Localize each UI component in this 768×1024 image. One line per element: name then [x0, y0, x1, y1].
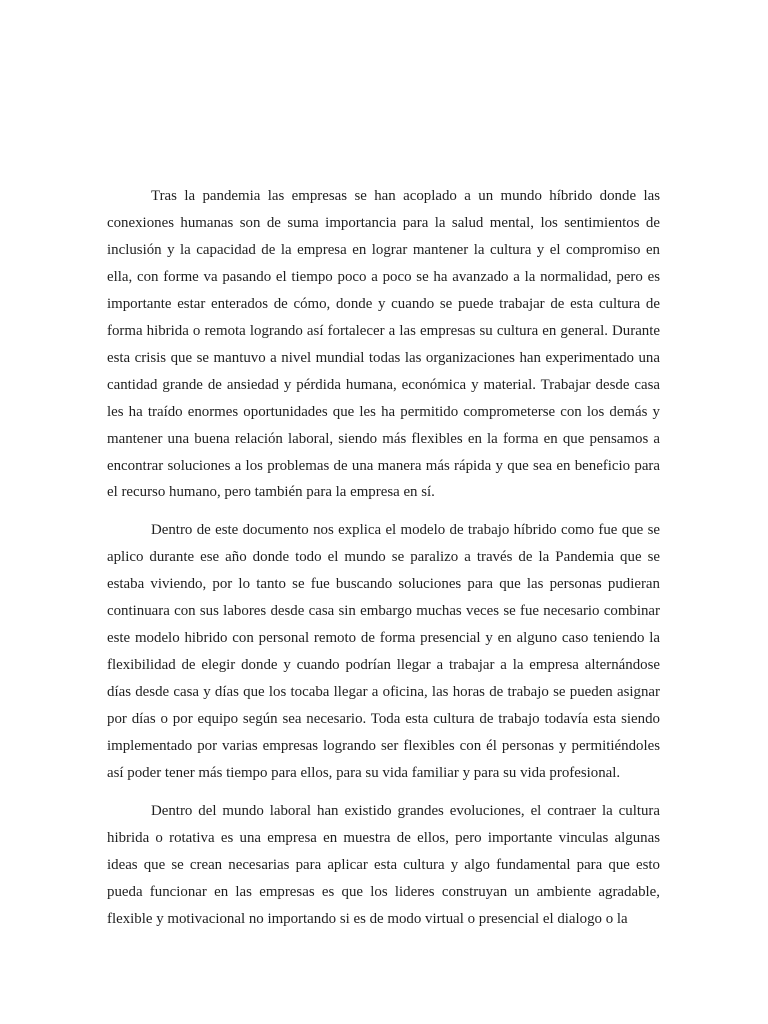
paragraph-1: Tras la pandemia las empresas se han acoplado a un mundo híbrido donde las conexiones humanas son de suma importancia para la salud mental, los sentimientos de inclusión y la capacidad de la empresa en lograr mantener la cultura y el compromiso en ella, con forme va pasando el tiempo poco a poco se ha avanzado a la normalidad, pero es importante estar enterados de cómo, donde y cuando se puede trabajar de esta cultura de forma hibrida o remota logrando así fortalecer a las empresas su cultura en general. Durante esta crisis que se mantuvo a nivel mundial todas las organizaciones han experimentado una cantidad grande de ansiedad y pérdida humana, económica y material. Trabajar desde casa les ha traído enormes oportunidades que les ha permitido comprometerse con los demás y mantener una buena relación laboral, siendo más flexibles en la forma en que pensamos a encontrar soluciones a los problemas de una manera más rápida y que sea en beneficio para el recurso humano, pero también para la empresa en sí. — [107, 188, 660, 501]
document-body — [107, 183, 660, 944]
paragraph-2: Dentro de este documento nos explica el modelo de trabajo híbrido como fue que se aplico durante ese año donde todo el mundo se paralizo a través de la Pandemia que se estaba viviendo, por lo tanto se fue buscando soluciones para que las personas pudieran continuara con sus labores desde casa sin embargo muchas veces se fue necesario combinar este modelo hibrido con personal remoto de forma presencial y en alguno caso teniendo la flexibilidad de elegir donde y cuando podrían llegar a trabajar a la empresa alternándose días desde casa y días que los tocaba llegar a oficina, las horas de trabajo se pueden asignar por días o por equipo según sea necesario. Toda esta cultura de trabajo todavía esta siendo implementado por varias empresas logrando ser flexibles con él personas y permitiéndoles así poder tener más tiempo para ellos, para su vida familiar y para su vida profesional. — [107, 522, 660, 782]
paragraph-3: Dentro del mundo laboral han existido grandes evoluciones, el contraer la cultura hibrida o rotativa es una empresa en muestra de ellos, pero importante vinculas algunas ideas que se crean necesarias para aplicar esta cultura y algo fundamental para que esto pueda funcionar en las empresas es que los lideres construyan un ambiente agradable, flexible y motivacional no importando si es de modo virtual o presencial el dialogo o la — [107, 802, 660, 927]
